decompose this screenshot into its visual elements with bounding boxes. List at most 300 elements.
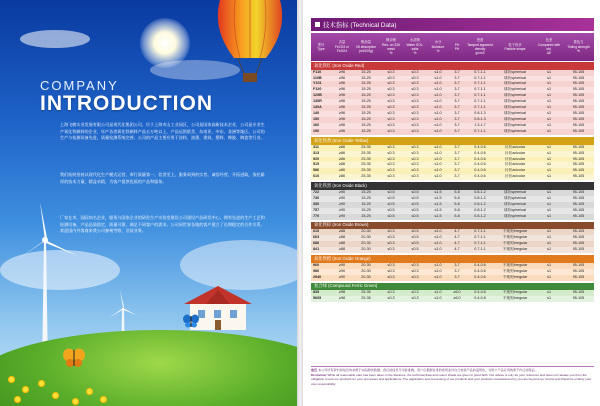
table-cell: 960 [313,262,320,267]
table-cell: ≤0.3 [387,81,395,86]
table-cell: 球状spherical [503,69,527,74]
table-cell: 20-30 [361,262,371,267]
green-hill [0,330,297,406]
table-cell: 球状spherical [503,81,527,86]
table-cell: 95-105 [572,87,585,92]
table-cell: 95-105 [572,268,585,273]
table-cell: ≤0.3 [411,128,419,133]
technical-data-page [303,0,600,406]
table-cell: ≥96 [338,128,346,133]
table-cell: ≥88 [338,235,346,240]
column-header [465,33,495,61]
table-cell: ≤0.3 [411,75,419,80]
table-cell: 不规则irregular [502,290,528,295]
table-cell: ≤0.5 [411,207,419,212]
table-cell: 针状acicular [504,174,526,179]
table-cell: ≥88 [338,247,346,252]
table-cell: ≤0.3 [411,81,419,86]
table-cell: 95-105 [572,174,585,179]
table-cell: 3-7 [454,162,460,167]
table-cell: ≥90 [338,262,346,267]
table-cell: ≤0.3 [411,111,419,116]
table-cell: 95-105 [572,262,585,267]
table-cell: ≤0.5 [411,195,419,200]
table-cell: 20-30 [361,229,371,234]
table-cell: 球状spherical [503,117,527,122]
table-cell: 15-25 [361,99,371,104]
table-cell: 5-8 [454,195,460,200]
table-cell: ≤1 [546,235,552,240]
table-cell: 313 [313,150,320,155]
table-cell: ≥6.0 [453,296,461,301]
table-cell: ≤1.0 [434,247,442,252]
table-cell: Y101 [313,81,322,86]
table-cell: 0.4-0.8 [474,296,486,301]
table-cell: 3-7 [454,105,460,110]
table-cell: ≤1 [546,99,552,104]
table-cell: 球状spherical [503,195,527,200]
table-cell: ≤0.3 [411,174,419,179]
table-cell: 920 [313,156,320,161]
table-cell: ≤0.3 [411,150,419,155]
table-cell: 0.7-1.1 [474,229,486,234]
table-cell: ≤1.0 [434,241,442,246]
table-cell: 190 [313,128,320,133]
table-cell: ≤0.5 [411,229,419,234]
flower [72,398,79,405]
table-cell: 15-25 [361,128,371,133]
table-cell: 95-105 [572,274,585,279]
table-cell: 25-35 [361,150,371,155]
table-cell: 0.8-1.2 [474,195,486,200]
divider [311,366,594,367]
table-cell: 0.7-1.1 [474,69,486,74]
table-cell: ≤0.3 [387,235,395,240]
table-cell: 球状spherical [503,189,527,194]
table-cell: ≤0.3 [387,247,395,252]
table-cell: 25-35 [361,162,371,167]
section-rows [311,190,594,220]
company-label: COMPANY [40,78,119,93]
column-header-text: PH [454,47,460,51]
table-cell: 0.8-1.3 [474,117,486,122]
table-cell: ≤1 [546,81,552,86]
table-cell: ≤1 [546,117,552,122]
table-cell: ≤1.0 [434,274,442,279]
table-cell: 5-8 [454,213,460,218]
table-cell: 球状spherical [503,213,527,218]
table-cell: 不规则irregular [502,262,528,267]
table-cell: 95-105 [572,69,585,74]
table-cell: 0.7-1.1 [474,93,486,98]
table-cell: 不规则irregular [502,235,528,240]
table-cell: ≤1 [546,168,552,173]
column-header [331,33,353,61]
table-cell: ≤1 [546,144,552,149]
table-cell: 25-35 [361,156,371,161]
table-cell: 95-105 [572,123,585,128]
table-cell: F120 [313,87,322,92]
table-cell: 3-7 [454,168,460,173]
flower [100,396,107,403]
column-header-text: Tamped apparent density [467,42,493,51]
table-cell: ≤0.3 [387,156,395,161]
table-cell: 95-105 [572,213,585,218]
column-header-text: 色差 [545,38,553,43]
table-cell: ≥6.0 [453,290,461,295]
table-cell: ≥96 [338,69,346,74]
column-header-text: 吸油量 [361,40,371,45]
table-cell: ≤0.3 [411,69,419,74]
table-cell: ≤0.3 [387,117,395,122]
table-cell: 球状spherical [503,207,527,212]
table-cell: 0.4-0.6 [474,274,486,279]
table-cell: ≤1.0 [434,105,442,110]
pigment-section [311,283,594,302]
table-cell: ≤0.3 [411,93,419,98]
table-cell: 515 [313,162,320,167]
table-cell: 15-25 [361,69,371,74]
table-cell: ≤0.3 [411,105,419,110]
table-cell: 0.4-0.6 [474,150,486,155]
table-cell: ≤1 [546,75,552,80]
table-cell: ≤1.0 [434,75,442,80]
table-cell: ≥96 [338,117,346,122]
table-cell: 15-25 [361,201,371,206]
column-header-text: 粒子形状 [508,42,522,47]
table-cell: ≤1.0 [434,87,442,92]
table-cell: ≥86 [338,174,346,179]
table-cell: 球状spherical [503,99,527,104]
column-header [353,33,379,61]
table-cell: 95-105 [572,144,585,149]
table-cell: 球状spherical [503,87,527,92]
section-title: 氧化铁红 (Iron Oxide Red) [311,62,594,70]
table-cell: 不规则irregular [502,268,528,273]
table-cell: ≤1 [546,128,552,133]
table-cell: 95-105 [572,117,585,122]
table-cell: 4-7 [454,235,460,240]
table-cell: 95-105 [572,168,585,173]
flower [14,396,21,403]
table-cell: 4-7 [454,241,460,246]
pigment-section [311,182,594,219]
table-cell: 3-7 [454,93,460,98]
table-cell: 841 [313,247,320,252]
table-cell: ≥86 [338,156,346,161]
table-cell: ≥96 [338,81,346,86]
table-cell: ≤1.0 [434,128,442,133]
table-cell: 针状acicular [504,150,526,155]
table-cell: 3-7 [454,174,460,179]
table-cell: ≤0.5 [411,247,419,252]
table-cell: 95-105 [572,111,585,116]
table-cell: 0.8-1.2 [474,213,486,218]
table-cell: 20-30 [361,247,371,252]
table-cell: ≤1 [546,156,552,161]
table-cell: 球状spherical [503,123,527,128]
square-bullet-icon [315,22,320,27]
table-cell: ≤1 [546,241,552,246]
table-cell: ≤1.0 [434,262,442,267]
table-cell: ≤0.3 [387,69,395,74]
table-row [311,247,594,253]
table-cell: ≤1.5 [434,201,442,206]
table-cell: 0.4-0.6 [474,262,486,267]
section-rows [311,263,594,281]
column-header-text: Water SOL. salts [406,42,424,51]
table-cell: ≤1 [546,195,552,200]
table-cell: ≤1.0 [434,156,442,161]
company-intro-page [0,0,297,406]
table-cell: ≥90 [338,195,346,200]
remark-label: 备注 [311,368,318,372]
table-cell: ≤1.5 [434,207,442,212]
table-cell: ≤0.5 [411,241,419,246]
column-header-text: Compared with std. [537,42,561,51]
table-cell: ≤0.3 [411,117,419,122]
table-cell: 3-7 [454,156,460,161]
table-cell: 3-7 [454,111,460,116]
table-cell: ≤1.0 [434,111,442,116]
table-cell: 95-105 [572,247,585,252]
table-header [311,33,594,61]
table-cell: 0.7-1.1 [474,81,486,86]
table-cell: 95-105 [572,75,585,80]
table-cell: ≤0.3 [387,93,395,98]
table-cell: ≤0.3 [387,290,395,295]
table-cell: ≤0.3 [387,296,395,301]
table-cell: ≤0.3 [411,290,419,295]
table-cell: 球状spherical [503,93,527,98]
column-header [427,33,449,61]
column-header-text: 型号 [317,42,325,47]
table-cell: ≤0.3 [387,150,395,155]
table-cell: ≤1.5 [434,213,442,218]
table-cell: ≥96 [338,93,346,98]
table-cell: ≤1 [546,162,552,167]
table-cell: 15-25 [361,111,371,116]
table-cell: 不规则irregular [502,229,528,234]
column-header-text: 着色力 [573,40,584,45]
table-cell: 95-105 [572,229,585,234]
table-cell: 15-25 [361,195,371,200]
table-cell: ≤0.3 [411,99,419,104]
table-cell: 0.4-0.6 [474,174,486,179]
table-cell: 980 [313,268,320,273]
table-cell: ≤0.3 [387,87,395,92]
table-cell: 0.4-0.8 [474,290,486,295]
table-cell: ≤1.0 [434,123,442,128]
table-cell: ≤0.3 [387,111,395,116]
table-cell: 不规则irregular [502,241,528,246]
table-cell: ≤1 [546,123,552,128]
table-cell: 95-105 [572,105,585,110]
table-cell: ≥86 [338,168,346,173]
table-cell: 95-105 [572,235,585,240]
table-cell: 0.7-1.1 [474,75,486,80]
technical-data-title-bar [311,18,594,31]
table-cell: 针状acicular [504,162,526,167]
table-cell: ≤0.3 [387,128,395,133]
table-cell: 835 [313,290,320,295]
section-rows [311,229,594,253]
column-header-text: ΔE [546,51,552,56]
table-cell: ≤1.0 [434,162,442,167]
column-header [311,33,331,61]
table-cell: 20-30 [361,235,371,240]
table-cell: ≤0.3 [411,162,419,167]
table-cell: ≤1 [546,201,552,206]
column-header-text: Oil absorption [355,44,377,49]
table-cell: ≥96 [338,123,346,128]
table-cell: 3-7 [454,262,460,267]
table-cell: 球状spherical [503,105,527,110]
table-row [311,296,594,302]
table-cell: 3-7 [454,87,460,92]
table-cell: ≥90 [338,207,346,212]
disclaimer-label: Disclaimer [311,372,327,377]
column-header [379,33,403,61]
table-cell: 15-25 [361,81,371,86]
hot-air-balloon-icon [210,0,290,86]
table-cell: 3-7 [454,150,460,155]
section-title: 氧化铁棕 (Iron Oxide Brown) [311,222,594,230]
table-cell: ≤1 [546,111,552,116]
table-cell: ≤1.0 [434,81,442,86]
column-header [535,33,563,61]
table-cell: ≤1 [546,247,552,252]
table-cell: 15-25 [361,213,371,218]
table-cell: 0.7-1.1 [474,128,486,133]
column-header [403,33,427,61]
table-cell: 0.7-1.1 [474,99,486,104]
butterfly-icon [63,348,85,368]
table-cell: ≤0.5 [387,201,395,206]
table-cell: 95-105 [572,201,585,206]
table-cell: ≥98 [338,290,346,295]
table-cell: ≥90 [338,189,346,194]
table-cell: 95-105 [572,162,585,167]
table-cell: ≤0.3 [411,123,419,128]
column-header-text: Moisture [431,44,445,49]
table-cell: ≤1.0 [434,290,442,295]
intro-paragraph: 我们始终坚持以现代化生产模式运营，奉行质量第一、信誉至上、服务周到的宗旨，诚信经营，开拓进取，依托雄厚的技术力量，精益求精，为客户提供优质的产品和服务。 [60,172,265,184]
intro-paragraph: 厂家在市，国际知名企业，服务与国家企业的研发生产实验室建设公司建设产品研发中心，拥有先进的生产工艺和检测设备，产品品质稳定，质量可靠，满足不同客户的需求。公司同世界各地的客户建立了长期稳定的合作关系，欢迎国内外客商来我公司参观考察，洽谈业务。 [60,215,265,234]
column-header-text: (ml/100g) [359,49,373,54]
table-cell: ≤0.5 [387,195,395,200]
table-cell: 球状spherical [503,111,527,116]
table-cell: 0.8-1.2 [474,207,486,212]
table-cell: 球状spherical [503,75,527,80]
column-header-text: Type [317,47,325,51]
table-cell: ≤0.3 [411,268,419,273]
table-cell: ≤0.3 [387,268,395,273]
table-row [311,129,594,135]
table-cell: 不规则irregular [502,296,528,301]
table-cell: 0.8-1.3 [474,111,486,116]
table-cell: 95-105 [572,99,585,104]
disclaimer [311,368,594,386]
table-cell: ≥86 [338,162,346,167]
flower [86,388,93,395]
table-cell: ≤1.0 [434,174,442,179]
table-cell: 0.4-0.6 [474,156,486,161]
table-cell: 15-25 [361,75,371,80]
table-cell: 0.4-0.6 [474,162,486,167]
table-row [311,214,594,220]
table-cell: 95-105 [572,296,585,301]
table-cell: ≤1 [546,262,552,267]
table-cell: ≤1 [546,290,552,295]
table-cell: ≤1.0 [434,69,442,74]
table-cell: ≥96 [338,75,346,80]
table-cell: 586 [313,168,320,173]
table-cell: ≤0.3 [411,87,419,92]
table-cell: ≤1.0 [434,93,442,98]
intro-paragraph: 上海飞鹤实业发展有限公司是现代化集团公司，位于上海市山工业园区，公司是国家高新技术企业，公司是专业生产氧化铁颜料的企业，年产各类氧化铁颜料产品五万吨以上，产品远销欧美、东南亚、中东、非洲等地区。公司的生产与检测设备先进，质量检测系统完善。公司的产品主要应用于涂料、油墨、建筑、塑料、橡胶、陶瓷等行业。 [60,122,265,141]
table-cell: ≥96 [338,87,346,92]
table-cell: ≤0.3 [387,99,395,104]
table-cell: 686 [313,241,320,246]
table-cell: 15-25 [361,93,371,98]
table-cell: 0.8-1.2 [474,189,486,194]
table-cell: 0.4-0.6 [474,268,486,273]
table-cell: ≤0.3 [411,156,419,161]
table-cell: 针状acicular [504,144,526,149]
section-title: 氧化铁黑 (Iron Oxide Black) [311,182,594,190]
table-cell: 3-7 [454,81,460,86]
table-cell: 140 [313,111,320,116]
table-cell: 150 [313,117,320,122]
table-cell: ≤1 [546,207,552,212]
table-cell: 757 [313,207,320,212]
table-cell: 3-7 [454,69,460,74]
table-cell: ≤0.3 [387,105,395,110]
table-cell: ≤0.5 [411,189,419,194]
column-header-text: Fe2O3 or Fe3O4 [335,44,349,54]
table-cell: 15-25 [361,105,371,110]
section-rows [311,70,594,135]
table-cell: 0.4-0.6 [474,144,486,149]
table-cell: ≥86 [338,150,346,155]
section-title: 复合绿 (Compound Ferric Green) [311,283,594,291]
remark-text-cn: 本公司所有资料和信息均来源于实际测试数据，我们的信息尽可能准确，用户应根据自身的使用条件自行检验产品的适用性，对用户产品应用效果不作任何保证。 [318,368,538,372]
table-cell: ≤1 [546,229,552,234]
table-cell: 针状acicular [504,168,526,173]
table-cell: 球状spherical [503,201,527,206]
table-cell: 110B [313,75,322,80]
table-cell: 770 [313,213,320,218]
table-cell: 95-105 [572,241,585,246]
table-cell: ≤1.0 [434,235,442,240]
table-cell: ≤0.3 [411,262,419,267]
table-row [311,174,594,180]
table-cell: 0.7-1.1 [474,241,486,246]
column-header [563,33,594,61]
table-cell: 3-7 [454,144,460,149]
table-cell: 15-25 [361,189,371,194]
table-cell: 0.7-1.1 [474,105,486,110]
table-cell: ≤0.5 [387,213,395,218]
table-cell: 球状spherical [503,128,527,133]
column-header [449,33,465,61]
table-cell: 4-7 [454,229,460,234]
column-header-text: 筛余物 [386,38,396,43]
table-cell: ≤0.3 [387,123,395,128]
table-cell: 95-105 [572,195,585,200]
table-cell: 20-30 [361,274,371,279]
